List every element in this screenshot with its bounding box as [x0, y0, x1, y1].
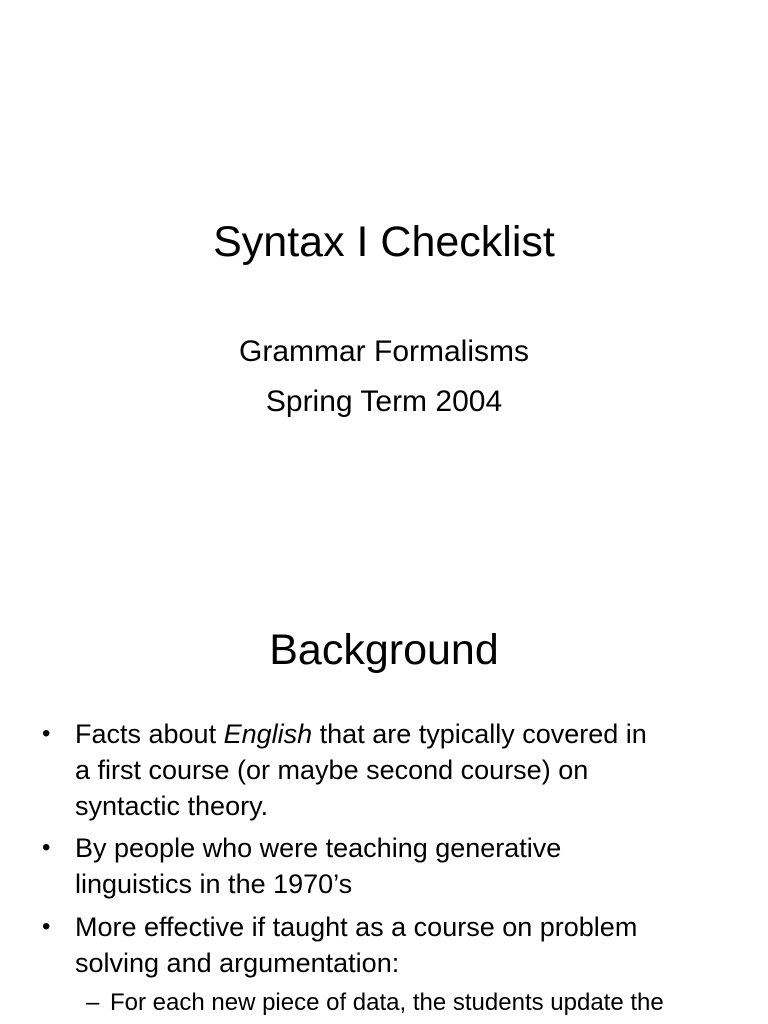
bullet-marker: • [42, 913, 51, 940]
bullet-text [75, 830, 745, 902]
bullet-text [75, 716, 745, 824]
bullet-line: a first course (or maybe second course) on [75, 755, 589, 785]
bullet-line [75, 716, 745, 752]
bullet-line: linguistics in the 1970’s [75, 869, 353, 899]
subbullet-text: For each new piece of data, the students update the [110, 989, 664, 1016]
bullet-line: By people who were teaching generative [75, 833, 562, 863]
bullet-line: solving and argumentation: [75, 948, 400, 978]
slide-subtitle-course: Grammar Formalisms [239, 335, 529, 368]
subbullet-marker: – [86, 989, 100, 1016]
bullet-text-segment: that are typically covered in [312, 719, 647, 749]
bullet-line: More effective if taught as a course on problem [75, 912, 638, 942]
bullet-marker: • [42, 834, 51, 861]
slide-subtitle-term: Spring Term 2004 [265, 385, 503, 418]
slide-title: Syntax I Checklist [213, 218, 555, 266]
bullet-text [75, 909, 745, 981]
bullet-emphasis: English [223, 719, 313, 749]
background-slide [0, 576, 768, 1024]
bullet-text-segment: Facts about [75, 719, 224, 749]
slide-title: Background [269, 626, 499, 674]
bullet-line: syntactic theory. [75, 791, 269, 821]
bullet-marker: • [42, 720, 51, 747]
